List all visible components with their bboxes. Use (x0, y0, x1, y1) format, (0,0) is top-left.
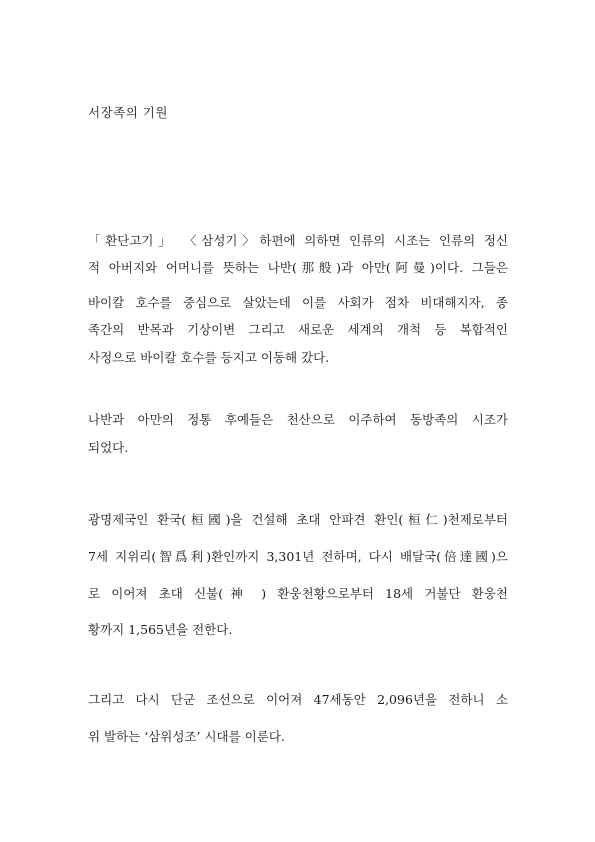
paragraph-1-line-5: 사정으로 바이칼 호수를 등지고 이동해 갔다. (88, 350, 330, 365)
paragraph-3-line-3: 로 이어져 초대 신불(神 ) 환웅천황으로부터 18세 거불단 환웅천 (88, 586, 508, 601)
paragraph-2-line-1: 나반과 아만의 정통 후예들은 천산으로 이주하여 동방족의 시조가 (88, 412, 508, 427)
paragraph-1-line-4: 족간의 반목과 기상이변 그리고 새로운 세계의 개척 등 복합적인 (88, 322, 508, 337)
paragraph-1-line-2: 적 아버지와 어머니를 뜻하는 나반(那般)과 아만(阿曼)이다. 그들은 (88, 260, 508, 275)
paragraph-2-line-2: 되었다. (88, 440, 129, 455)
paragraph-4-line-1: 그리고 다시 단군 조선으로 이어져 47세동안 2,096년을 전하니 소 (88, 692, 508, 707)
document-title: 서장족의 기원 (88, 105, 168, 120)
paragraph-3-line-4: 황까지 1,565년을 전한다. (88, 622, 233, 637)
paragraph-3-line-2: 7세 지위리(智爲利)환인까지 3,301년 전하며, 다시 배달국(倍達國)으 (88, 549, 508, 564)
paragraph-1-line-3: 바이칼 호수를 중심으로 살았는데 이를 사회가 점차 비대해지자, 종 (88, 295, 508, 310)
paragraph-1-line-1: 「환단고기」 〈삼성기〉하편에 의하면 인류의 시조는 인류의 정신 (88, 233, 508, 248)
paragraph-3-line-1: 광명제국인 환국(桓國)을 건설해 초대 안파견 환인(桓仁)천제로부터 (88, 512, 508, 527)
paragraph-4-line-2: 위 발하는 ‘삼위성조’ 시대를 이룬다. (88, 729, 285, 744)
